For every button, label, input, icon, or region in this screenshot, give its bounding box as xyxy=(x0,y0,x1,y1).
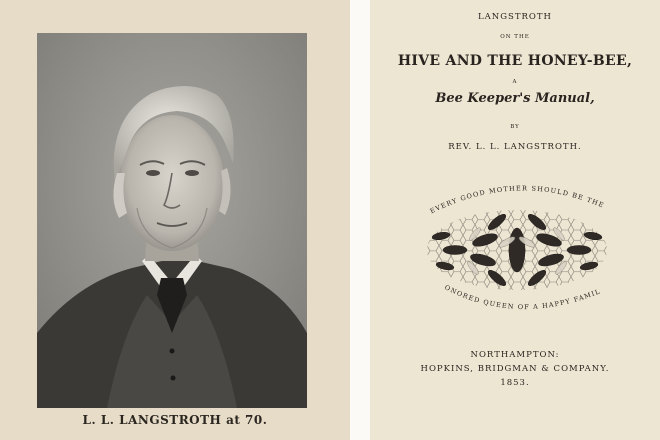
book-subtitle: Bee Keeper's Manual, xyxy=(435,91,595,106)
title-page xyxy=(370,0,660,440)
by-text: BY xyxy=(510,124,520,130)
article-text: A xyxy=(512,79,518,85)
on-the-text: ON THE xyxy=(500,34,530,40)
book-title: HIVE AND THE HONEY-BEE, xyxy=(397,53,633,69)
book-gutter xyxy=(350,0,370,440)
publication-year: 1853. xyxy=(500,378,530,388)
publication-place: NORTHAMPTON: xyxy=(470,350,560,360)
bee-cluster-vignette xyxy=(415,178,620,310)
publisher-name: HOPKINS, BRIDGMAN & COMPANY. xyxy=(420,364,610,374)
portrait-caption: L. L. LANGSTROTH at 70. xyxy=(82,413,268,427)
motto-top: EVERY GOOD MOTHER SHOULD BE THE xyxy=(428,184,606,216)
author-header: LANGSTROTH xyxy=(478,12,552,22)
portrait-engraving xyxy=(37,33,307,408)
author-name: REV. L. L. LANGSTROTH. xyxy=(448,142,582,152)
motto-bottom: ONORED QUEEN OF A HAPPY FAMIL xyxy=(443,283,602,310)
